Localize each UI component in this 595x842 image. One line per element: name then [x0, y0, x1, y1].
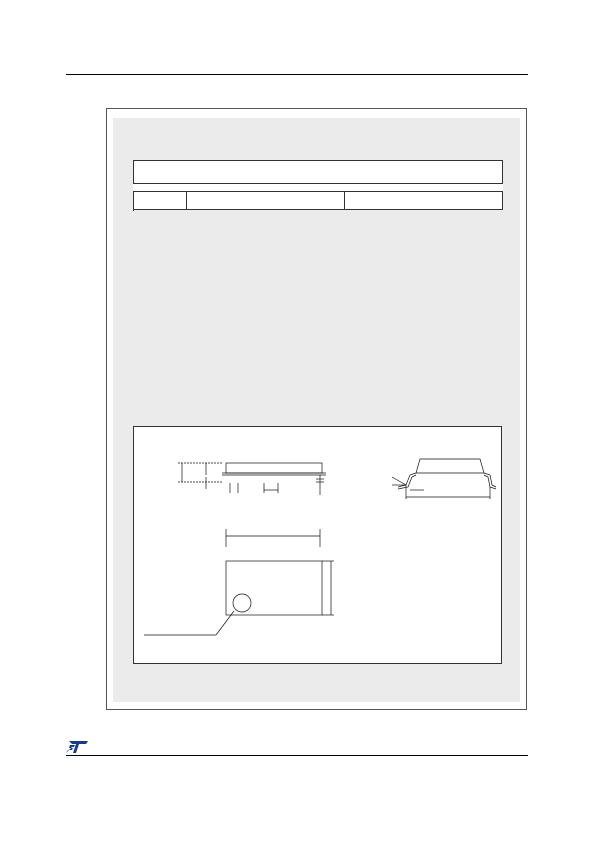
package-drawing-svg [134, 427, 503, 665]
table-gap [134, 184, 503, 192]
table-title [134, 161, 503, 184]
inch-header [345, 192, 503, 210]
package-drawing [133, 426, 502, 664]
st-logo-icon [66, 741, 88, 753]
side-view [178, 463, 326, 495]
mm-header [187, 192, 345, 210]
top-view [144, 529, 334, 635]
footer-rule [66, 755, 528, 756]
mechanical-data-table [133, 160, 503, 210]
end-view [392, 459, 496, 499]
dim-header [134, 192, 187, 210]
header-rule [66, 74, 528, 75]
